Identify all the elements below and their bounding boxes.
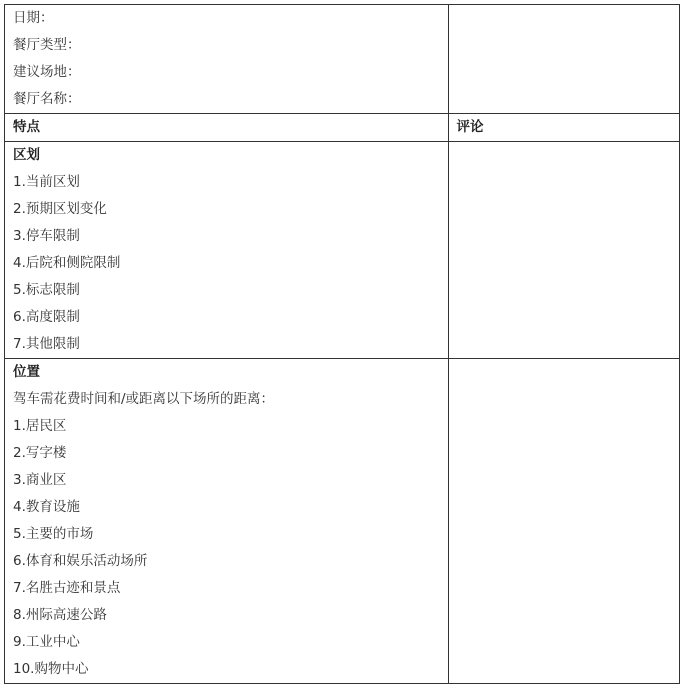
zoning-item: 6.高度限制 [13,309,80,325]
zoning-cell [5,142,449,359]
location-item: 10.购物中心 [13,661,89,677]
zoning-item: 3.停车限制 [13,228,80,244]
location-item: 4.教育设施 [13,499,80,515]
info-cell [5,5,449,114]
zoning-row [5,142,680,359]
restaurant-type-label: 餐厅类型： [13,37,81,53]
location-item: 1.居民区 [13,418,67,434]
comment-header-cell [448,114,680,142]
location-item: 3.商业区 [13,472,67,488]
zoning-item: 4.后院和侧院限制 [13,255,121,271]
zoning-title: 区划 [13,147,40,163]
location-row [5,359,680,684]
zoning-item: 7.其他限制 [13,336,80,352]
location-item: 8.州际高速公路 [13,607,107,623]
location-item: 7.名胜古迹和景点 [13,580,121,596]
location-item: 2.写字楼 [13,445,67,461]
zoning-item: 2.预期区划变化 [13,201,107,217]
location-item: 6.体育和娱乐活动场所 [13,553,148,569]
location-title: 位置 [13,364,40,380]
info-row [5,5,680,114]
comment-header: 评论 [456,119,484,135]
location-comment-cell [448,359,680,684]
proposed-site-label: 建议场地： [13,64,81,80]
zoning-item: 1.当前区划 [13,174,80,190]
restaurant-name-label: 餐厅名称： [13,91,81,107]
location-item: 9.工业中心 [13,634,80,650]
info-comment-cell [448,5,680,114]
location-intro: 驾车需花费时间和/或距离以下场所的距离： [13,391,275,407]
header-row [5,114,680,142]
zoning-item: 5.标志限制 [13,282,80,298]
feature-header-cell [5,114,449,142]
date-label: 日期： [13,10,54,26]
zoning-comment-cell [448,142,680,359]
location-item: 5.主要的市场 [13,526,94,542]
feature-header: 特点 [13,119,40,135]
location-cell [5,359,449,684]
site-evaluation-table [4,4,680,684]
